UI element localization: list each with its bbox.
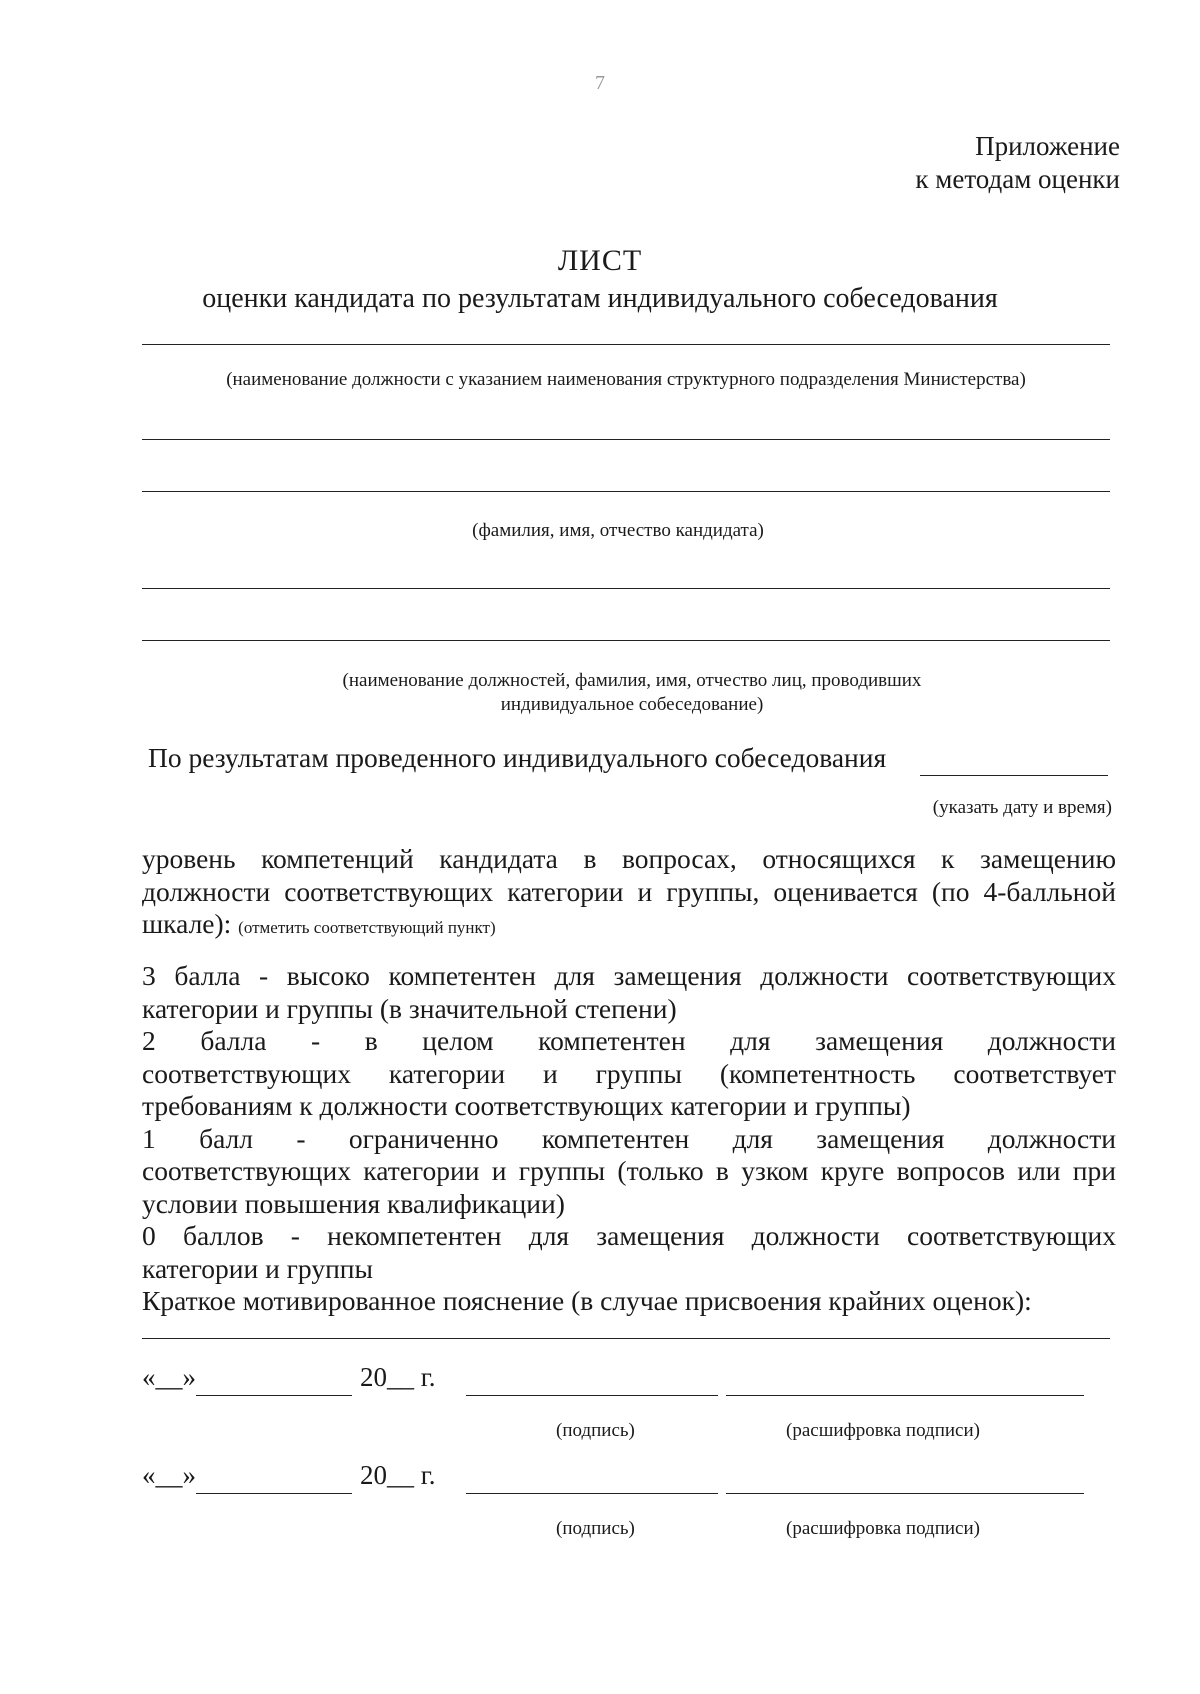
score-1-line-3: условии повышения квалификации) [142,1187,565,1219]
signature-line-2[interactable] [466,1493,718,1494]
score-scale [142,960,1116,1318]
page-number: 7 [595,72,605,94]
decoding-caption-2: (расшифровка подписи) [786,1518,980,1539]
date-year-2: 20__ г. [360,1460,436,1490]
score-2-line-1: 2 балла - в целом компетентен для замещения должности [142,1025,1116,1056]
score-1-line-1: 1 балл - ограниченно компетентен для замещения должности [142,1122,1116,1154]
candidate-input-line-1[interactable] [142,439,1110,440]
date-day-1: «__» [142,1362,196,1392]
signature-decoding-line-2[interactable] [726,1493,1084,1494]
score-3-line-2: категории и группы (в значительной степени) [142,992,677,1024]
assessment-paragraph [142,843,1116,945]
appendix-header [915,130,1120,196]
candidate-caption: (фамилия, имя, отчество кандидата) [472,520,764,541]
explanation-input-line[interactable] [142,1338,1110,1339]
assessment-line-1: уровень компетенций кандидата в вопросах, относящихся к замещению [142,843,1116,874]
score-0-line-2: категории и группы [142,1252,373,1284]
interviewers-input-line-2[interactable] [142,640,1110,641]
position-caption: (наименование должности с указанием наименования структурного подразделения Министерства) [226,369,1026,390]
document-title: ЛИСТ [557,244,643,277]
document-subtitle: оценки кандидата по результатам индивидуального собеседования [202,283,998,314]
date-time-caption: (указать дату и время) [932,797,1112,818]
signature-decoding-line-1[interactable] [726,1395,1084,1396]
interviewers-input-line-1[interactable] [142,588,1110,589]
interviewers-caption-line-1: (наименование должностей, фамилия, имя, отчество лиц, проводивших [342,670,922,691]
score-0-line-1: 0 баллов - некомпетентен для замещения должности соответствующих [142,1220,1116,1251]
signature-line-1[interactable] [466,1395,718,1396]
results-intro: По результатам проведенного индивидуального собеседования [148,742,887,773]
score-2-line-3: требованиям к должности соответствующих категории и группы) [142,1090,911,1121]
assessment-note: (отметить соответствующий пункт) [238,918,496,937]
date-day-2: «__» [142,1460,196,1490]
explanation-label: Краткое мотивированное пояснение (в случае присвоения крайних оценок): [142,1285,1032,1316]
signature-caption-1: (подпись) [556,1420,635,1441]
score-3-line-1: 3 балла - высоко компетентен для замещения должности соответствующих [142,960,1116,991]
assessment-line-3: шкале): [142,908,232,939]
assessment-line-2: должности соответствующих категории и группы, оценивается (по 4-балльной [142,875,1116,907]
appendix-line-1: Приложение [975,131,1120,161]
signature-caption-2: (подпись) [556,1518,635,1539]
candidate-input-line-2[interactable] [142,491,1110,492]
decoding-caption-1: (расшифровка подписи) [786,1420,980,1441]
position-input-line[interactable] [142,344,1110,345]
interviewers-caption [0,669,1200,717]
interviewers-caption-line-2: индивидуальное собеседование) [500,694,764,715]
date-month-line-2[interactable] [196,1493,352,1494]
score-2-line-2: соответствующих категории и группы (компетентность соответствует [142,1057,1116,1089]
score-1-line-2: соответствующих категории и группы (только в узком круге вопросов или при [142,1155,1116,1186]
date-month-line-1[interactable] [196,1395,352,1396]
date-time-input-line[interactable] [920,775,1108,776]
date-year-1: 20__ г. [360,1362,436,1392]
appendix-line-2: к методам оценки [915,164,1120,194]
